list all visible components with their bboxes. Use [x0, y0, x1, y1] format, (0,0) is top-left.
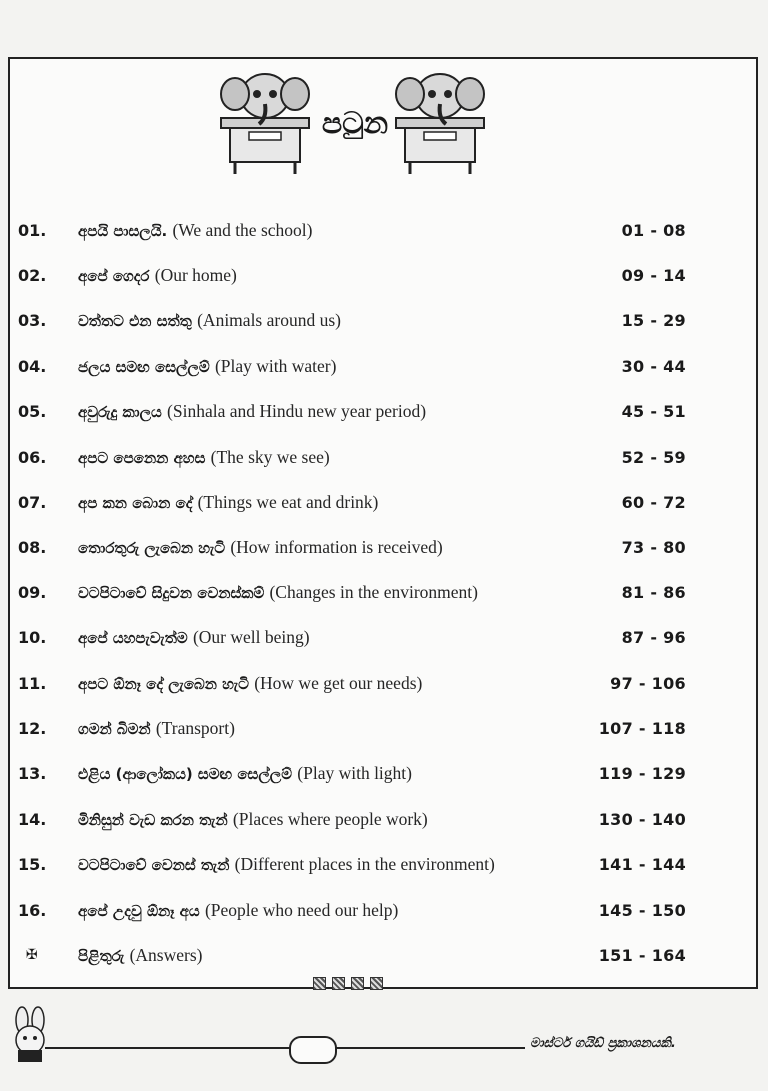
page-title: පටුන — [321, 106, 389, 141]
chapter-title: මිනිසුන් වැඩ කරන තැන් (Places where people work) — [78, 808, 428, 829]
chapter-number: 04. — [18, 356, 47, 376]
chapter-number: 01. — [18, 220, 47, 240]
ornament-square-icon — [313, 977, 326, 990]
chapter-pages: 09 - 14 — [621, 265, 686, 285]
chapter-pages: 107 - 118 — [598, 718, 686, 738]
chapter-number: 14. — [18, 809, 47, 829]
chapter-number: 09. — [18, 582, 47, 602]
chapter-pages: 119 - 129 — [598, 763, 686, 783]
chapter-pages: 60 - 72 — [621, 492, 686, 512]
page-number-oval — [289, 1036, 337, 1064]
chapter-number: 13. — [18, 763, 47, 783]
chapter-pages: 30 - 44 — [621, 356, 686, 376]
chapter-title: අපට පෙනෙන අහස (The sky we see) — [78, 446, 330, 467]
toc-row[interactable] — [18, 210, 686, 250]
chapter-number: 03. — [18, 310, 47, 330]
toc-row[interactable] — [18, 708, 686, 748]
chapter-number: 15. — [18, 854, 47, 874]
toc-row[interactable] — [18, 890, 686, 930]
chapter-pages: 151 - 164 — [598, 945, 686, 965]
chapter-number: 02. — [18, 265, 47, 285]
chapter-number: 11. — [18, 673, 47, 693]
chapter-pages: 45 - 51 — [621, 401, 686, 421]
toc-row[interactable] — [18, 844, 686, 884]
chapter-title: පිළිතුරු (Answers) — [78, 944, 203, 965]
elephant-left-icon — [215, 66, 315, 176]
chapter-pages: 15 - 29 — [621, 310, 686, 330]
toc-row[interactable] — [18, 753, 686, 793]
cross-icon: ✠ — [26, 947, 38, 963]
ornament-square-icon — [370, 977, 383, 990]
chapter-title: වටපිටාවේ සිදුවන වෙනස්කම් (Changes in the environment) — [78, 581, 478, 602]
chapter-title: අපයි පාසලයි. (We and the school) — [78, 219, 313, 240]
chapter-title: වත්තට එන සත්තු (Animals around us) — [78, 309, 341, 330]
toc-row[interactable] — [18, 572, 686, 612]
toc-row[interactable] — [18, 617, 686, 657]
chapter-pages: 87 - 96 — [621, 627, 686, 647]
toc-row[interactable] — [18, 663, 686, 703]
ornament-square-icon — [332, 977, 345, 990]
page-footer — [0, 1000, 768, 1080]
toc-row[interactable] — [18, 935, 686, 975]
chapter-number: 16. — [18, 900, 47, 920]
toc-row[interactable] — [18, 391, 686, 431]
toc-row[interactable] — [18, 527, 686, 567]
ornament-square-icon — [351, 977, 364, 990]
chapter-pages: 97 - 106 — [610, 673, 686, 693]
chapter-title: තොරතුරු ලැබෙන හැටි (How information is received) — [78, 536, 443, 557]
chapter-number: 08. — [18, 537, 47, 557]
toc-header — [215, 66, 485, 176]
chapter-title: අපට ඕනෑ දේ ලැබෙන හැටි (How we get our needs) — [78, 672, 423, 693]
elephant-right-icon — [390, 66, 490, 176]
ornament-row — [313, 977, 383, 990]
rabbit-icon — [4, 1006, 64, 1066]
chapter-title: අපේ උදවු ඕනෑ අය (People who need our help) — [78, 899, 399, 920]
toc-row[interactable] — [18, 482, 686, 522]
publisher-name: මාස්ටර් ගයිඩ් ප්‍රකාශනයකි. — [530, 1036, 676, 1051]
chapter-pages: 141 - 144 — [598, 854, 686, 874]
chapter-number: 06. — [18, 447, 47, 467]
toc-row[interactable] — [18, 799, 686, 839]
chapter-title: අප කන බොන දේ (Things we eat and drink) — [78, 491, 379, 512]
chapter-title: වටපිටාවේ වෙනස් තැන් (Different places in the environment) — [78, 853, 495, 874]
toc-row[interactable] — [18, 300, 686, 340]
chapter-title: ගමන් බිමන් (Transport) — [78, 717, 235, 738]
chapter-title: අපේ යහපැවැත්ම (Our well being) — [78, 626, 310, 647]
chapter-title: එළිය (ආලෝකය) සමඟ සෙල්ලම් (Play with light) — [78, 762, 412, 783]
chapter-pages: 52 - 59 — [621, 447, 686, 467]
chapter-pages: 145 - 150 — [598, 900, 686, 920]
chapter-pages: 01 - 08 — [621, 220, 686, 240]
footer-rule — [45, 1047, 525, 1049]
toc-row[interactable] — [18, 437, 686, 477]
chapter-pages: 130 - 140 — [598, 809, 686, 829]
chapter-pages: 73 - 80 — [621, 537, 686, 557]
chapter-title: අවුරුදු කාලය (Sinhala and Hindu new year period) — [78, 400, 427, 421]
toc-row[interactable] — [18, 346, 686, 386]
toc-row[interactable] — [18, 255, 686, 295]
chapter-pages: 81 - 86 — [621, 582, 686, 602]
chapter-title: ජලය සමඟ සෙල්ලම් (Play with water) — [78, 355, 337, 376]
chapter-number: 05. — [18, 401, 47, 421]
chapter-number: 07. — [18, 492, 47, 512]
chapter-number: 10. — [18, 627, 47, 647]
chapter-number: 12. — [18, 718, 47, 738]
chapter-title: අපේ ගෙදර (Our home) — [78, 264, 237, 285]
